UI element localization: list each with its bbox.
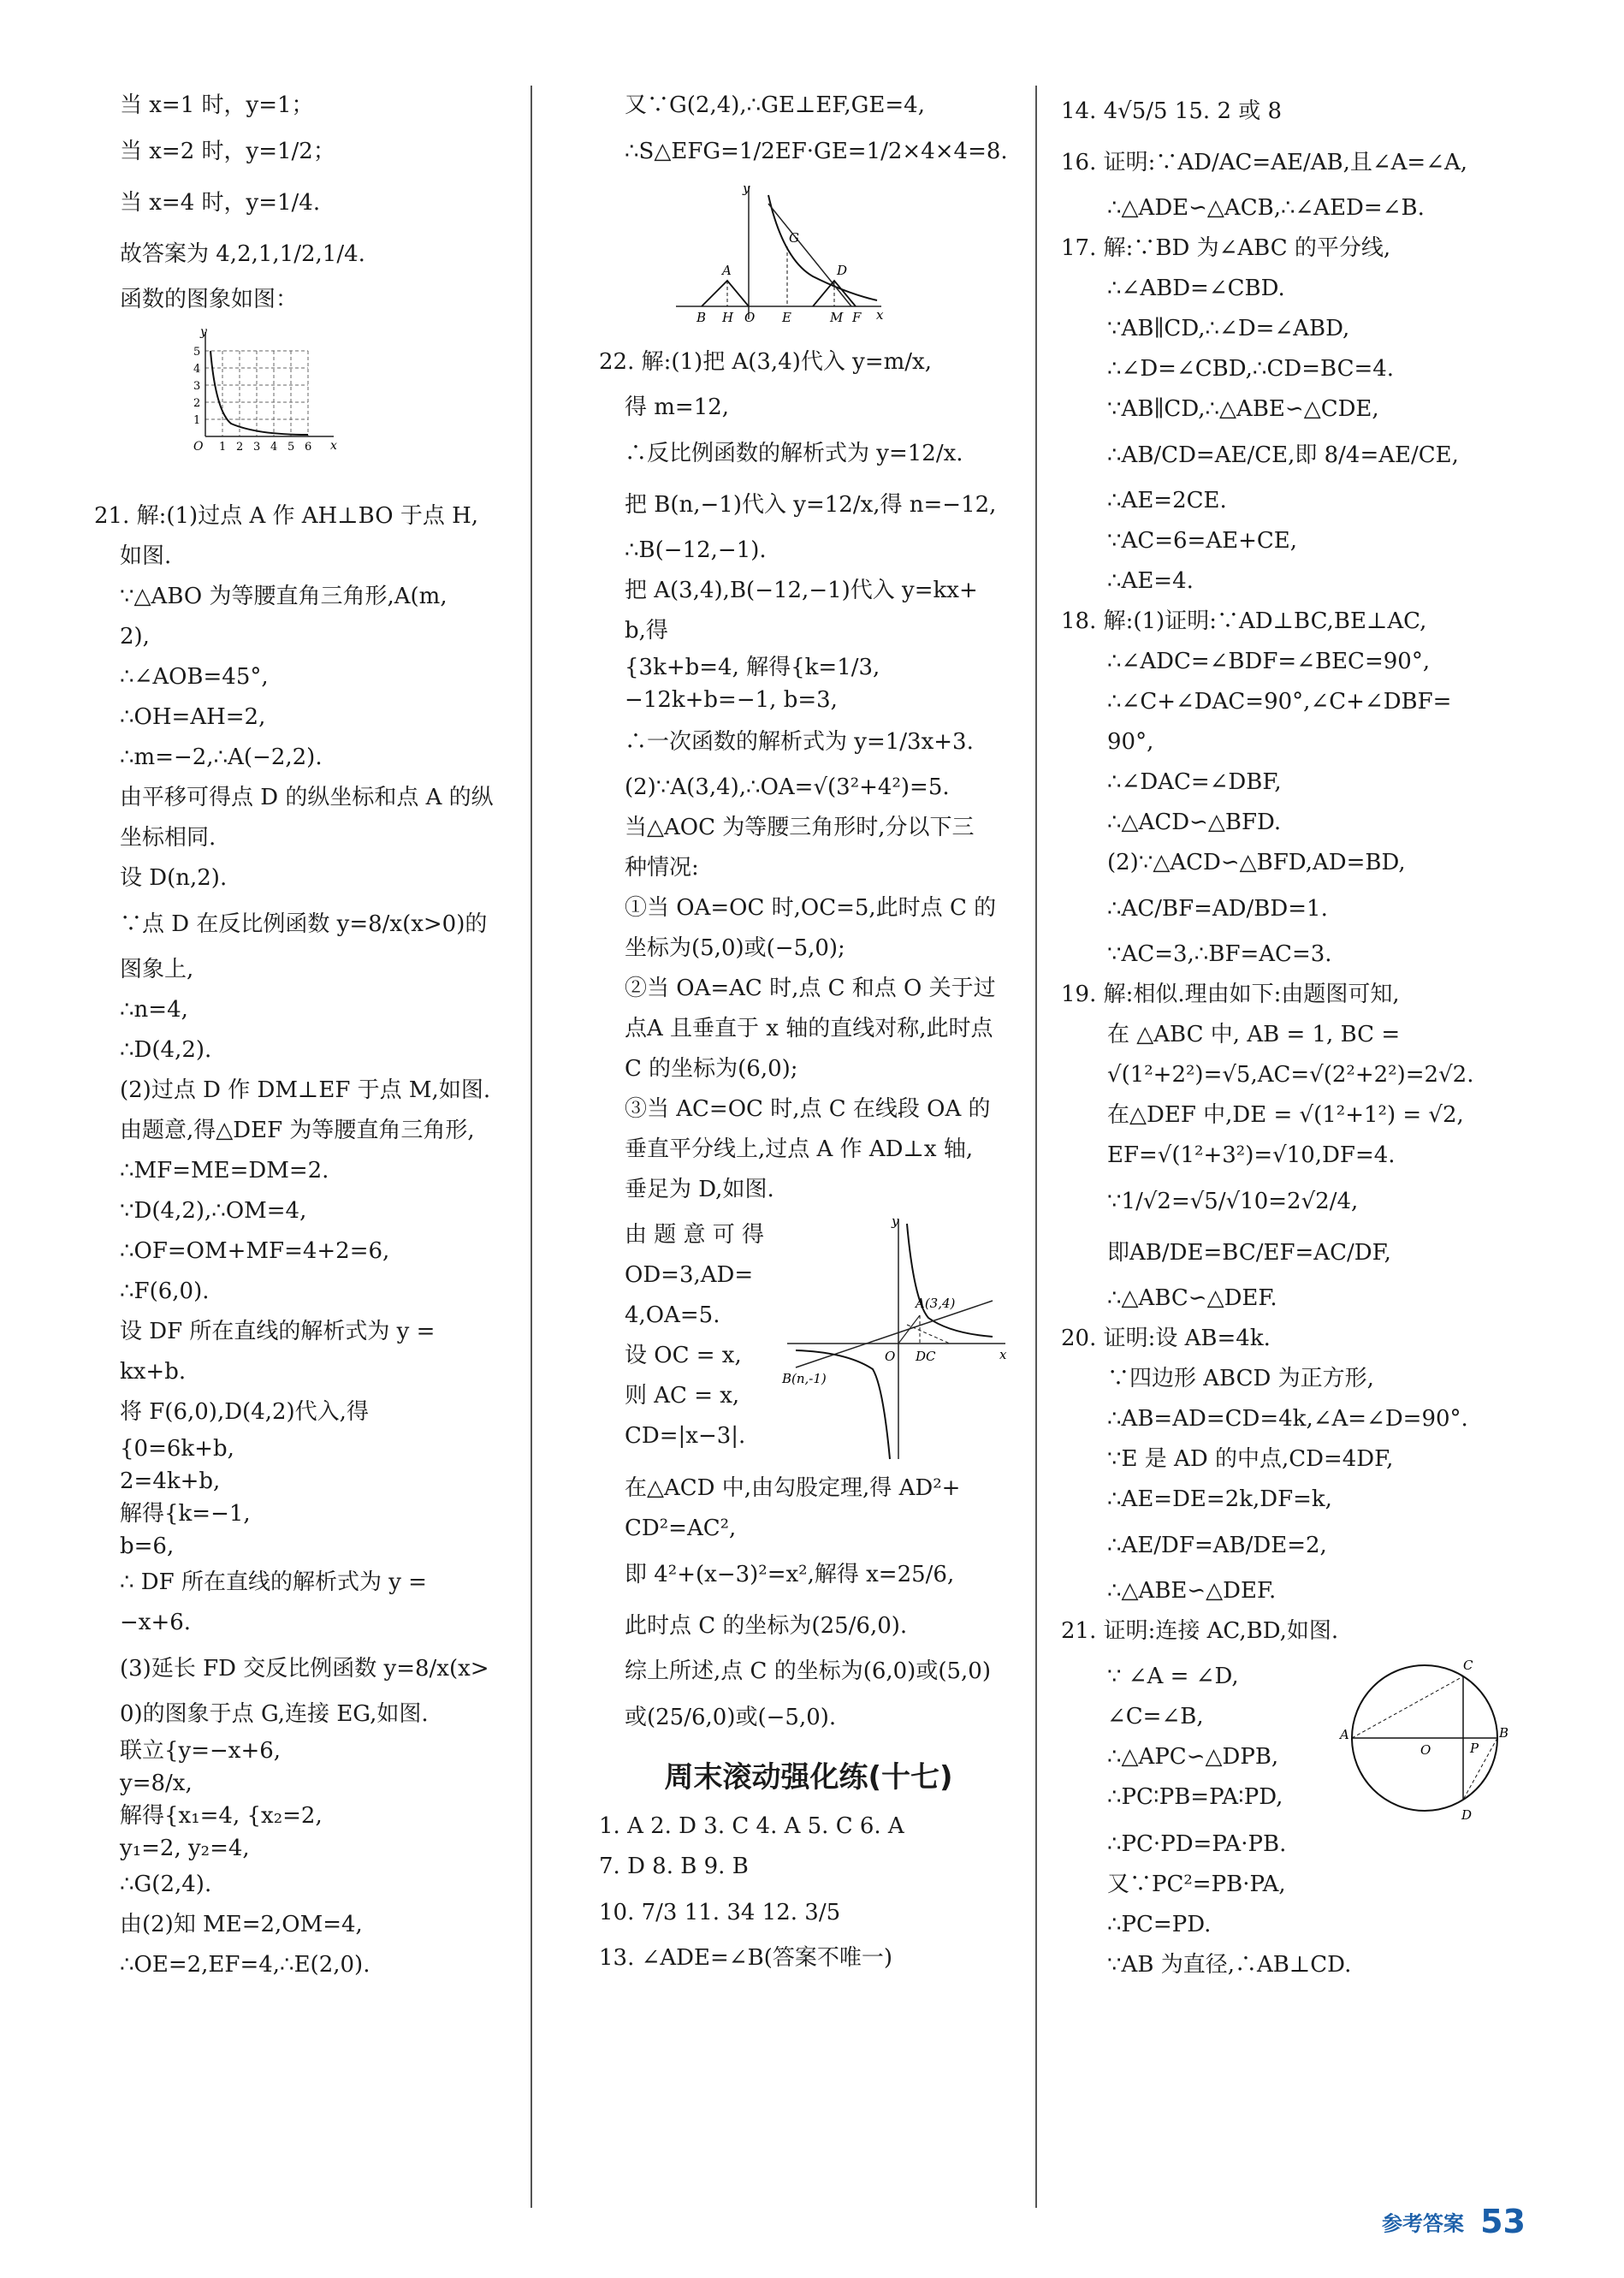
answer-line: 坐标为(5,0)或(−5,0);	[625, 935, 845, 961]
answer-line: ∴AE/DF=AB/DE=2,	[1107, 1533, 1327, 1558]
text-line: ∴PC∶PB=PA∶PD,	[1107, 1784, 1283, 1810]
answer-line: ∵AB∥CD,∴△ABE∽△CDE,	[1107, 396, 1379, 422]
answer-line: C 的坐标为(6,0);	[625, 1056, 798, 1082]
axis-y-label: y	[892, 1215, 899, 1229]
answer-line: 当 x=2 时，y=1/2；	[120, 139, 335, 164]
point-label: A	[1340, 1727, 1349, 1742]
answer-line: ∵四边形 ABCD 为正方形,	[1107, 1366, 1374, 1391]
answer-line: kx+b.	[120, 1359, 187, 1385]
answer-line: 设 DF 所在直线的解析式为 y =	[120, 1319, 436, 1344]
point-label: B	[696, 310, 707, 325]
answer-line: 解得{k=−1,	[120, 1501, 251, 1527]
answer-line: ∵1/√2=√5/√10=2√2/4,	[1107, 1189, 1359, 1214]
answer-line: ∴m=−2,∴A(−2,2).	[120, 745, 323, 770]
answer-line: −12k+b=−1, b=3,	[625, 687, 838, 713]
answer-line: ∴PC·PD=PA·PB.	[1107, 1831, 1287, 1857]
axis-x-label: x	[330, 439, 337, 453]
answer-line: 图象上,	[120, 957, 194, 982]
answer-line: ∴△ABE∽△DEF.	[1107, 1578, 1277, 1604]
answer-line: ∴AE=4.	[1107, 568, 1194, 594]
x-tick-label: 5	[287, 441, 295, 454]
point-label: A(3,4)	[916, 1296, 956, 1311]
answer-line: (3)延长 FD 交反比例函数 y=8/x(x>	[120, 1656, 489, 1682]
answer-line: 16. 证明:∵AD/AC=AE/AB,且∠A=∠A,	[1061, 150, 1468, 175]
column-divider	[530, 86, 532, 2208]
answer-line: ∵点 D 在反比例函数 y=8/x(x>0)的	[120, 911, 488, 937]
answer-line: 2=4k+b,	[120, 1468, 221, 1494]
answer-line: ∴△ACD∽△BFD.	[1107, 810, 1282, 835]
answer-line: ∴AB=AD=CD=4k,∠A=∠D=90°.	[1107, 1406, 1468, 1432]
answer-line: ∴△ADE∽△ACB,∴∠AED=∠B.	[1107, 195, 1425, 221]
point-label: B	[1499, 1725, 1509, 1741]
answer-line: 在△DEF 中,DE = √(1²+1²) = √2,	[1107, 1102, 1464, 1128]
point-label: D	[837, 263, 848, 278]
answer-line: 垂足为 D,如图.	[625, 1177, 774, 1202]
text-line: ∴△APC∽△DPB,	[1107, 1744, 1279, 1770]
answer-line: ∴一次函数的解析式为 y=1/3x+3.	[625, 729, 974, 755]
answer-line: ③当 AC=OC 时,点 C 在线段 OA 的	[625, 1096, 991, 1122]
answer-line: ②当 OA=AC 时,点 C 和点 O 关于过	[625, 976, 996, 1001]
point-label: H	[722, 310, 734, 325]
answer-line: 又∵G(2,4),∴GE⊥EF,GE=4,	[625, 92, 925, 118]
text-line: 4,OA=5.	[625, 1302, 720, 1328]
answer-line: ∴D(4,2).	[120, 1037, 212, 1063]
answer-line: 17. 解:∵BD 为∠ABC 的平分线,	[1061, 235, 1391, 261]
axis-x-label: x	[999, 1347, 1007, 1362]
answer-line: b=6,	[120, 1533, 175, 1559]
text-line: 则 AC = x,	[625, 1383, 740, 1409]
answer-line: 故答案为 4,2,1,1/2,1/4.	[120, 241, 365, 267]
answer-line: 点A 且垂直于 x 轴的直线对称,此时点	[625, 1016, 993, 1041]
answer-line: ∵AC=6=AE+CE,	[1107, 528, 1298, 554]
answer-line: ∴n=4,	[120, 997, 188, 1023]
point-label: D	[1461, 1807, 1473, 1823]
page-number: 53	[1480, 2203, 1526, 2240]
x-tick-label: 2	[236, 441, 244, 454]
answer-line: 综上所述,点 C 的坐标为(6,0)或(5,0)	[625, 1658, 991, 1684]
column-divider	[1035, 86, 1037, 2208]
point-label: P	[1470, 1741, 1479, 1756]
text-line: CD=|x−3|.	[625, 1423, 746, 1449]
answer-line: ∴AC/BF=AD/BD=1.	[1107, 896, 1328, 922]
text-line: ∵ ∠A = ∠D,	[1107, 1664, 1239, 1689]
answer-column-1	[94, 86, 522, 1985]
answer-line: ∴∠ADC=∠BDF=∠BEC=90°,	[1107, 649, 1431, 674]
answer-line: 14. 4√5/5 15. 2 或 8	[1061, 98, 1283, 124]
hyperbola-graph	[779, 1215, 1010, 1463]
page-footer	[1382, 2203, 1526, 2240]
answer-line: ∴∠DAC=∠DBF,	[1107, 769, 1282, 795]
answer-line: ∴S△EFG=1/2EF·GE=1/2×4×4=8.	[625, 139, 1008, 164]
answer-line: 2),	[120, 624, 150, 650]
x-tick-label: 3	[253, 441, 261, 454]
answer-line: 得 m=12,	[625, 394, 730, 420]
axis-y-label: y	[200, 325, 207, 339]
answer-line: ∴MF=ME=DM=2.	[120, 1158, 329, 1183]
answer-line: 当 x=1 时，y=1；	[120, 92, 314, 118]
answer-line: 在△ACD 中,由勾股定理,得 AD²+	[625, 1475, 961, 1501]
circle-proof-block	[1061, 1657, 1540, 1823]
answer-line: 垂直平分线上,过点 A 作 AD⊥x 轴,	[625, 1136, 974, 1162]
answer-column-3	[1061, 86, 1540, 1985]
answer-line: EF=√(1²+3²)=√10,DF=4.	[1107, 1142, 1396, 1168]
answer-line: ∴∠C+∠DAC=90°,∠C+∠DBF=	[1107, 689, 1452, 715]
answer-line: 将 F(6,0),D(4,2)代入,得	[120, 1399, 369, 1425]
y-tick-label: 2	[193, 397, 201, 410]
answer-line: (2)∵△ACD∽△BFD,AD=BD,	[1107, 850, 1406, 875]
answer-line: 解得{x₁=4, {x₂=2,	[120, 1803, 323, 1829]
y-tick-label: 5	[193, 346, 201, 359]
answer-line: 或(25/6,0)或(−5,0).	[625, 1705, 837, 1730]
answer-line: √(1²+2²)=√5,AC=√(2²+2²)=2√2.	[1107, 1062, 1474, 1088]
answer-line: ∵D(4,2),∴OM=4,	[120, 1198, 307, 1224]
point-label: O	[1420, 1742, 1431, 1758]
answer-line: ∴G(2,4).	[120, 1872, 212, 1897]
text-line: OD=3,AD=	[625, 1262, 754, 1288]
answer-line: 函数的图象如图：	[120, 287, 299, 312]
point-label: F	[852, 310, 862, 325]
answer-line: 又∵PC²=PB·PA,	[1107, 1872, 1286, 1897]
point-label: M	[830, 310, 844, 325]
answer-line: ①当 OA=OC 时,OC=5,此时点 C 的	[625, 895, 997, 921]
text-line: 由 题 意 可 得	[625, 1222, 765, 1248]
answer-line: 0)的图象于点 G,连接 EG,如图.	[120, 1701, 429, 1727]
answer-line: 种情况:	[625, 855, 699, 881]
answer-line: (2)∵A(3,4),∴OA=√(3²+4²)=5.	[625, 774, 950, 800]
section-title: 周末滚动强化练(十七)	[664, 1760, 953, 1795]
answer-line: 18. 解:(1)证明:∵AD⊥BC,BE⊥AC,	[1061, 608, 1427, 634]
answer-line: ∴∠AOB=45°,	[120, 664, 269, 690]
answer-line: 21. 解:(1)过点 A 作 AH⊥BO 于点 H,	[94, 503, 479, 529]
answer-line: 当△AOC 为等腰三角形时,分以下三	[625, 815, 975, 840]
answer-line: 由题意,得△DEF 为等腰直角三角形,	[120, 1118, 475, 1143]
answer-line: 13. ∠ADE=∠B(答案不唯一)	[599, 1945, 892, 1971]
answer-line: 坐标相同.	[120, 825, 216, 851]
point-label: C	[1463, 1658, 1473, 1673]
x-tick-label: 4	[270, 441, 278, 454]
answer-line: CD²=AC²,	[625, 1516, 737, 1541]
answer-line: ∵AC=3,∴BF=AC=3.	[1107, 941, 1332, 967]
answer-line: 在 △ABC 中, AB = 1, BC =	[1107, 1022, 1401, 1047]
answer-line: ∴∠ABD=∠CBD.	[1107, 276, 1285, 301]
y-tick-label: 1	[193, 414, 201, 427]
triangle-graph-figure	[599, 182, 1018, 331]
answer-line: 20. 证明:设 AB=4k.	[1061, 1326, 1271, 1351]
origin-label: O	[193, 440, 204, 454]
answer-line: 由(2)知 ME=2,OM=4,	[120, 1912, 363, 1937]
answer-line: y=8/x,	[120, 1771, 193, 1796]
x-tick-label: 1	[219, 441, 227, 454]
answer-line: ∴∠D=∠CBD,∴CD=BC=4.	[1107, 356, 1395, 382]
axis-y-label: y	[743, 182, 750, 196]
answer-line: ∴△ABC∽△DEF.	[1107, 1285, 1277, 1311]
answer-line: 由平移可得点 D 的纵坐标和点 A 的纵	[120, 785, 494, 810]
answer-line: ∴F(6,0).	[120, 1278, 210, 1304]
answer-line: {0=6k+b,	[120, 1436, 234, 1462]
answer-line: ∵AB∥CD,∴∠D=∠ABD,	[1107, 316, 1350, 341]
answer-line: ∵E 是 AD 的中点,CD=4DF,	[1107, 1446, 1394, 1472]
answer-line: 10. 7/3 11. 34 12. 3/5	[599, 1900, 841, 1925]
answer-line: ∴反比例函数的解析式为 y=12/x.	[625, 441, 963, 466]
answer-line: ∵△ABO 为等腰直角三角形,A(m,	[120, 584, 447, 609]
answer-line: ∴PC=PD.	[1107, 1912, 1212, 1937]
point-label: E	[782, 310, 791, 325]
answer-line: −x+6.	[120, 1610, 192, 1635]
x-tick-label: 6	[305, 441, 312, 454]
answer-line: 21. 证明:连接 AC,BD,如图.	[1061, 1618, 1339, 1644]
answer-line: (2)过点 D 作 DM⊥EF 于点 M,如图.	[120, 1077, 491, 1103]
circle-graph	[1335, 1648, 1514, 1828]
answer-line: {3k+b=4, 解得{k=1/3,	[625, 655, 880, 680]
text-line: 设 OC = x,	[625, 1343, 742, 1368]
answer-line: 22. 解:(1)把 A(3,4)代入 y=m/x,	[599, 349, 932, 375]
answer-line: ∴OE=2,EF=4,∴E(2,0).	[120, 1952, 370, 1978]
footer-label: 参考答案	[1382, 2211, 1465, 2236]
answer-line: 19. 解:相似.理由如下:由题图可知,	[1061, 982, 1400, 1007]
axis-x-label: x	[876, 307, 884, 323]
answer-line: 设 D(n,2).	[120, 865, 228, 891]
answer-line: 如图.	[120, 543, 172, 569]
answer-line: 1. A 2. D 3. C 4. A 5. C 6. A	[599, 1813, 904, 1839]
text-line: ∠C=∠B,	[1107, 1704, 1204, 1729]
point-label: O	[885, 1349, 896, 1364]
point-label: B(n,-1)	[782, 1371, 827, 1386]
answer-line: y₁=2, y₂=4,	[120, 1836, 250, 1861]
answer-line: 把 B(n,−1)代入 y=12/x,得 n=−12,	[625, 492, 997, 518]
answer-line: ∴AE=2CE.	[1107, 488, 1227, 513]
answer-line: ∴AB/CD=AE/CE,即 8/4=AE/CE,	[1107, 442, 1459, 468]
answer-line: 7. D 8. B 9. B	[599, 1854, 749, 1879]
point-label: O	[744, 310, 756, 325]
answer-line: b,得	[625, 618, 668, 644]
point-label: DC	[916, 1349, 936, 1364]
answer-line: ∴OF=OM+MF=4+2=6,	[120, 1238, 390, 1264]
answer-line: ∴B(−12,−1).	[625, 537, 767, 563]
point-label: A	[722, 263, 732, 278]
answer-line: ∴ DF 所在直线的解析式为 y =	[120, 1569, 427, 1595]
triangle-graph	[667, 182, 890, 328]
answer-line: ∴AE=DE=2k,DF=k,	[1107, 1486, 1332, 1512]
case3-block	[599, 1215, 1018, 1463]
answer-line: 即AB/DE=BC/EF=AC/DF,	[1107, 1240, 1391, 1266]
function-graph	[180, 325, 342, 488]
answer-line: ∴OH=AH=2,	[120, 704, 266, 730]
answer-line: 把 A(3,4),B(−12,−1)代入 y=kx+	[625, 578, 978, 603]
y-tick-label: 3	[193, 380, 201, 393]
answer-line: 90°,	[1107, 729, 1154, 755]
y-tick-label: 4	[193, 363, 201, 376]
answer-column-2	[599, 86, 1018, 1978]
function-graph-figure	[94, 325, 522, 491]
point-label: G	[789, 230, 799, 246]
answer-line: 此时点 C 的坐标为(25/6,0).	[625, 1613, 908, 1639]
answer-line: 联立{y=−x+6,	[120, 1738, 282, 1764]
answer-line: 即 4²+(x−3)²=x²,解得 x=25/6,	[625, 1562, 955, 1587]
answer-line: 当 x=4 时，y=1/4.	[120, 190, 321, 216]
answer-line: ∵AB 为直径,∴AB⊥CD.	[1107, 1952, 1352, 1978]
